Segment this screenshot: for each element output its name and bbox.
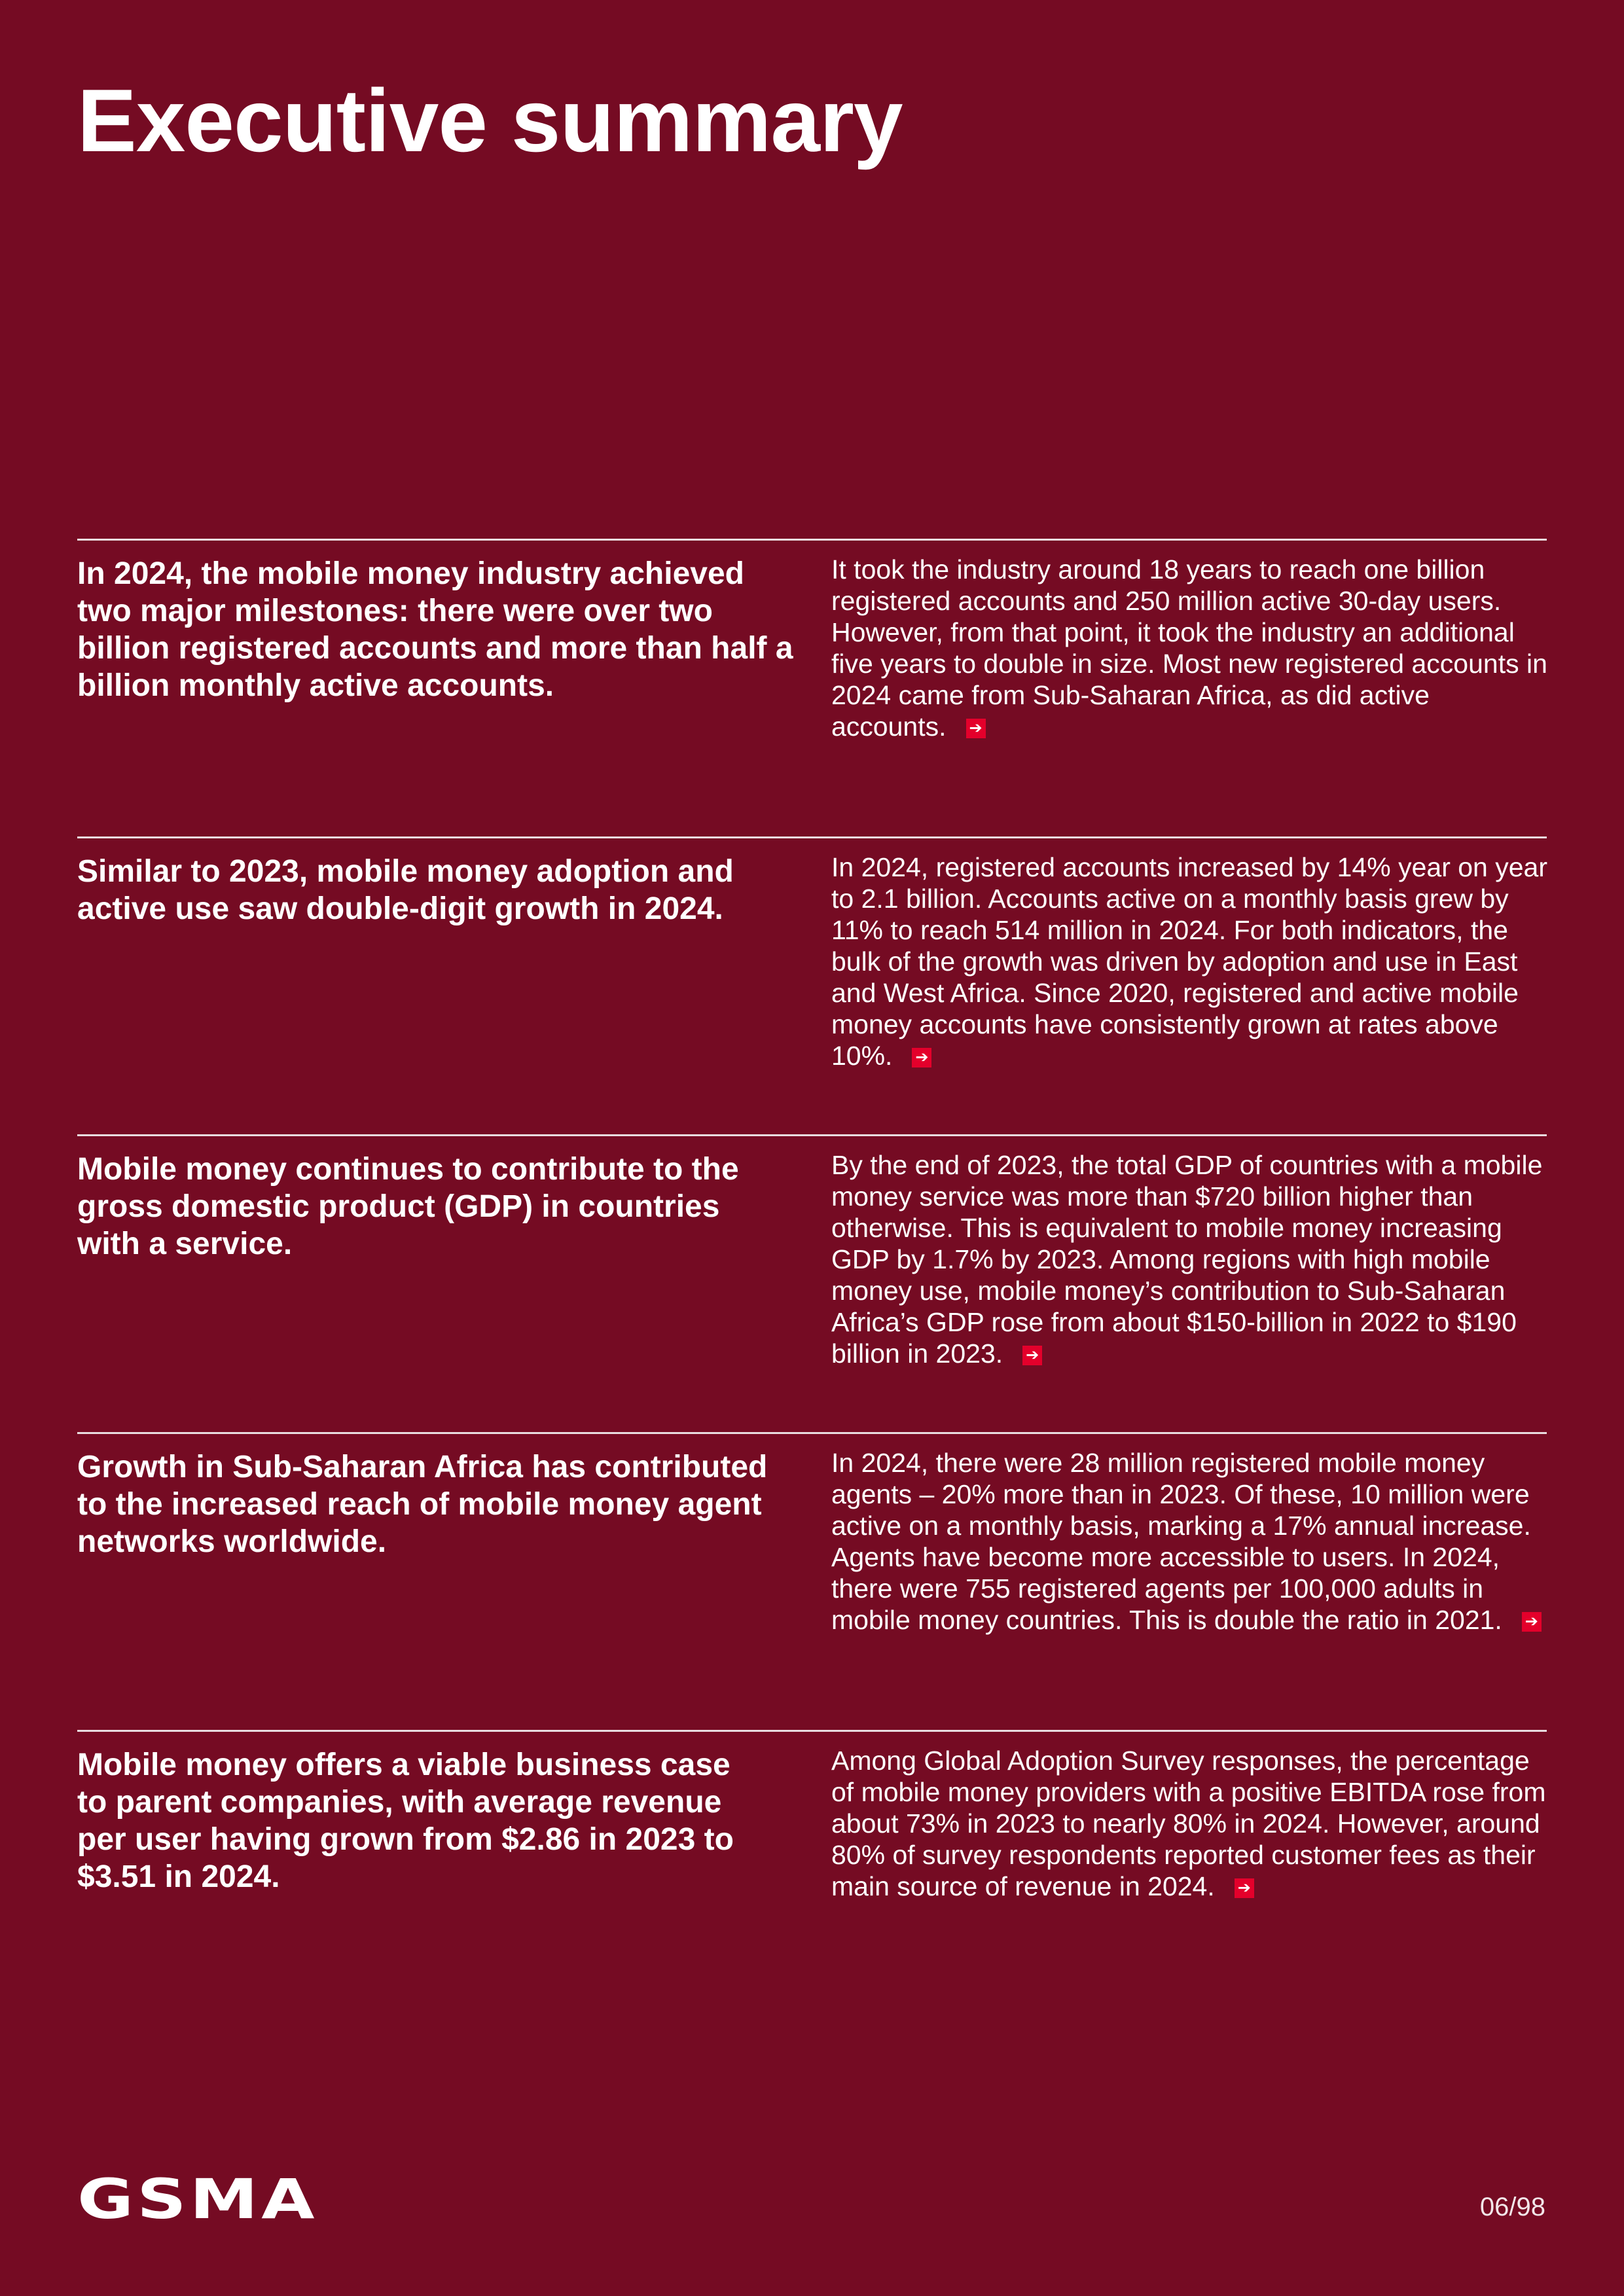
arrow-right-icon[interactable]: ➔ xyxy=(1235,1878,1254,1898)
arrow-right-icon[interactable]: ➔ xyxy=(912,1048,931,1067)
summary-section-3 xyxy=(77,1134,1547,1369)
section-body-text: In 2024, registered accounts increased by 14% year on year to 2.1 billion. Accounts active on a monthly basis grew by 11% to reach 514 million in 2024. For both indicators, the bulk of the growth was driven by adoption and use in East and West Africa. Since 2020, registered and active mobile money accounts have consistently grown at rates above 10%. xyxy=(831,852,1547,1071)
summary-section-1 xyxy=(77,539,1547,742)
section-body xyxy=(831,1745,1551,1902)
section-headline: Mobile money continues to contribute to the gross domestic product (GDP) in countries with a service. xyxy=(77,1152,739,1261)
page-number: 06/98 xyxy=(1479,2193,1545,2221)
arrow-right-icon[interactable]: ➔ xyxy=(1022,1346,1042,1365)
page-title: Executive summary xyxy=(77,71,903,170)
summary-section-5 xyxy=(77,1730,1547,1901)
arrow-right-icon[interactable]: ➔ xyxy=(1522,1612,1542,1632)
section-body-text: Among Global Adoption Survey responses, the percentage of mobile money providers with a positive EBITDA rose from about 73% in 2023 to nearly 80% in 2024. However, around 80% of survey respondents reported customer fees as their main source of revenue in 2024. xyxy=(831,1746,1546,1901)
section-body-text: By the end of 2023, the total GDP of countries with a mobile money service was more than $720 billion higher than otherwise. This is equivalent to mobile money increasing GDP by 1.7% by 2023. Among regions with high mobile money use, mobile money’s contribution to Sub-Saharan Africa’s GDP rose from about $150-billion in 2022 to $190 billion in 2023. xyxy=(831,1150,1543,1369)
section-headline: Similar to 2023, mobile money adoption and active use saw double-digit growth in 2024. xyxy=(77,854,734,926)
section-body xyxy=(831,554,1551,742)
section-headline: Mobile money offers a viable business case to parent companies, with average revenue per user having grown from $2.86 in 2023 to $3.51 in 2024. xyxy=(77,1748,734,1894)
section-body xyxy=(831,1149,1551,1369)
gsma-logo: GSMA xyxy=(77,2167,318,2231)
summary-section-4 xyxy=(77,1432,1547,1635)
summary-section-2 xyxy=(77,836,1547,1071)
section-headline: Growth in Sub-Saharan Africa has contributed to the increased reach of mobile money agent networks worldwide. xyxy=(77,1450,768,1559)
section-body xyxy=(831,852,1551,1071)
section-body xyxy=(831,1447,1551,1636)
section-body-text: It took the industry around 18 years to reach one billion registered accounts and 250 million active 30-day users. However, from that point, it took the industry an additional five years to double in size. Most new registered accounts in 2024 came from Sub-Saharan Africa, as did active accounts. xyxy=(831,554,1547,742)
arrow-right-icon[interactable]: ➔ xyxy=(966,719,986,738)
section-headline: In 2024, the mobile money industry achieved two major milestones: there were over two billion registered accounts and more than half a billion monthly active accounts. xyxy=(77,556,793,703)
section-body-text: In 2024, there were 28 million registered mobile money agents – 20% more than in 2023. Of these, 10 million were active on a monthly basis, marking a 17% annual increase. Agents have become more accessible to users. In 2024, there were 755 registered agents per 100,000 adults in mobile money countries. This is double the ratio in 2021. xyxy=(831,1448,1531,1635)
